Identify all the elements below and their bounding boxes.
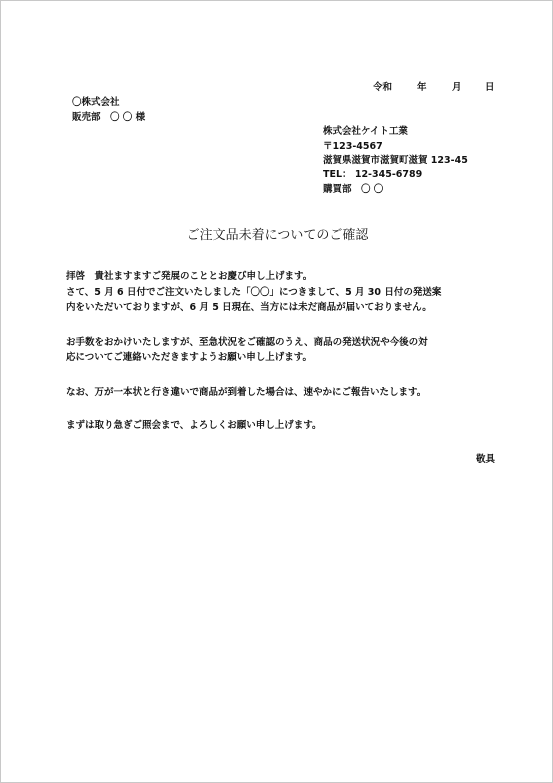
body-paragraph2-line2: 応についてご連絡いただきますようお願い申し上げます。	[66, 352, 313, 363]
recipient-company: 〇株式会社	[72, 97, 120, 108]
letter-title: ご注文品未着についてのご確認	[186, 228, 369, 243]
sender-tel: TEL： 12-345-6789	[323, 169, 423, 180]
recipient-person: 販売部 〇 〇 様	[72, 112, 146, 123]
body-paragraph2-line1: お手数をおかけいたしますが、至急状況をご確認のうえ、商品の発送状況や今後の対	[66, 337, 428, 348]
body-paragraph4-line1: まずは取り急ぎご照会まで、よろしくお願い申し上げます。	[66, 420, 322, 431]
sender-postal: 〒123-4567	[323, 141, 383, 152]
date-day: 日	[485, 82, 495, 93]
body-paragraph1-line2: 内をいただいておりますが、6 月 5 日現在、当方には未だ商品が届いておりません。	[66, 302, 432, 313]
body-paragraph3-line1: なお、万が一本状と行き違いで商品が到着した場合は、速やかにご報告いたします。	[66, 387, 427, 398]
body-greeting: 拝啓 貴社ますますご発展のこととお慶び申し上げます。	[66, 271, 313, 282]
sender-company: 株式会社ケイト工業	[323, 126, 408, 137]
closing-keigu: 敬具	[476, 454, 496, 465]
date-month: 月	[452, 82, 462, 93]
body-paragraph1-line1: さて、5 月 6 日付でご注文いたしました「〇〇」につきまして、5 月 30 日付の発送案	[66, 287, 442, 298]
sender-address: 滋賀県滋賀市滋賀町滋賀 123-45	[323, 155, 468, 166]
date-year: 年	[417, 82, 427, 93]
date-era: 令和	[373, 82, 393, 93]
sender-person: 購買部 〇 〇	[323, 184, 384, 195]
